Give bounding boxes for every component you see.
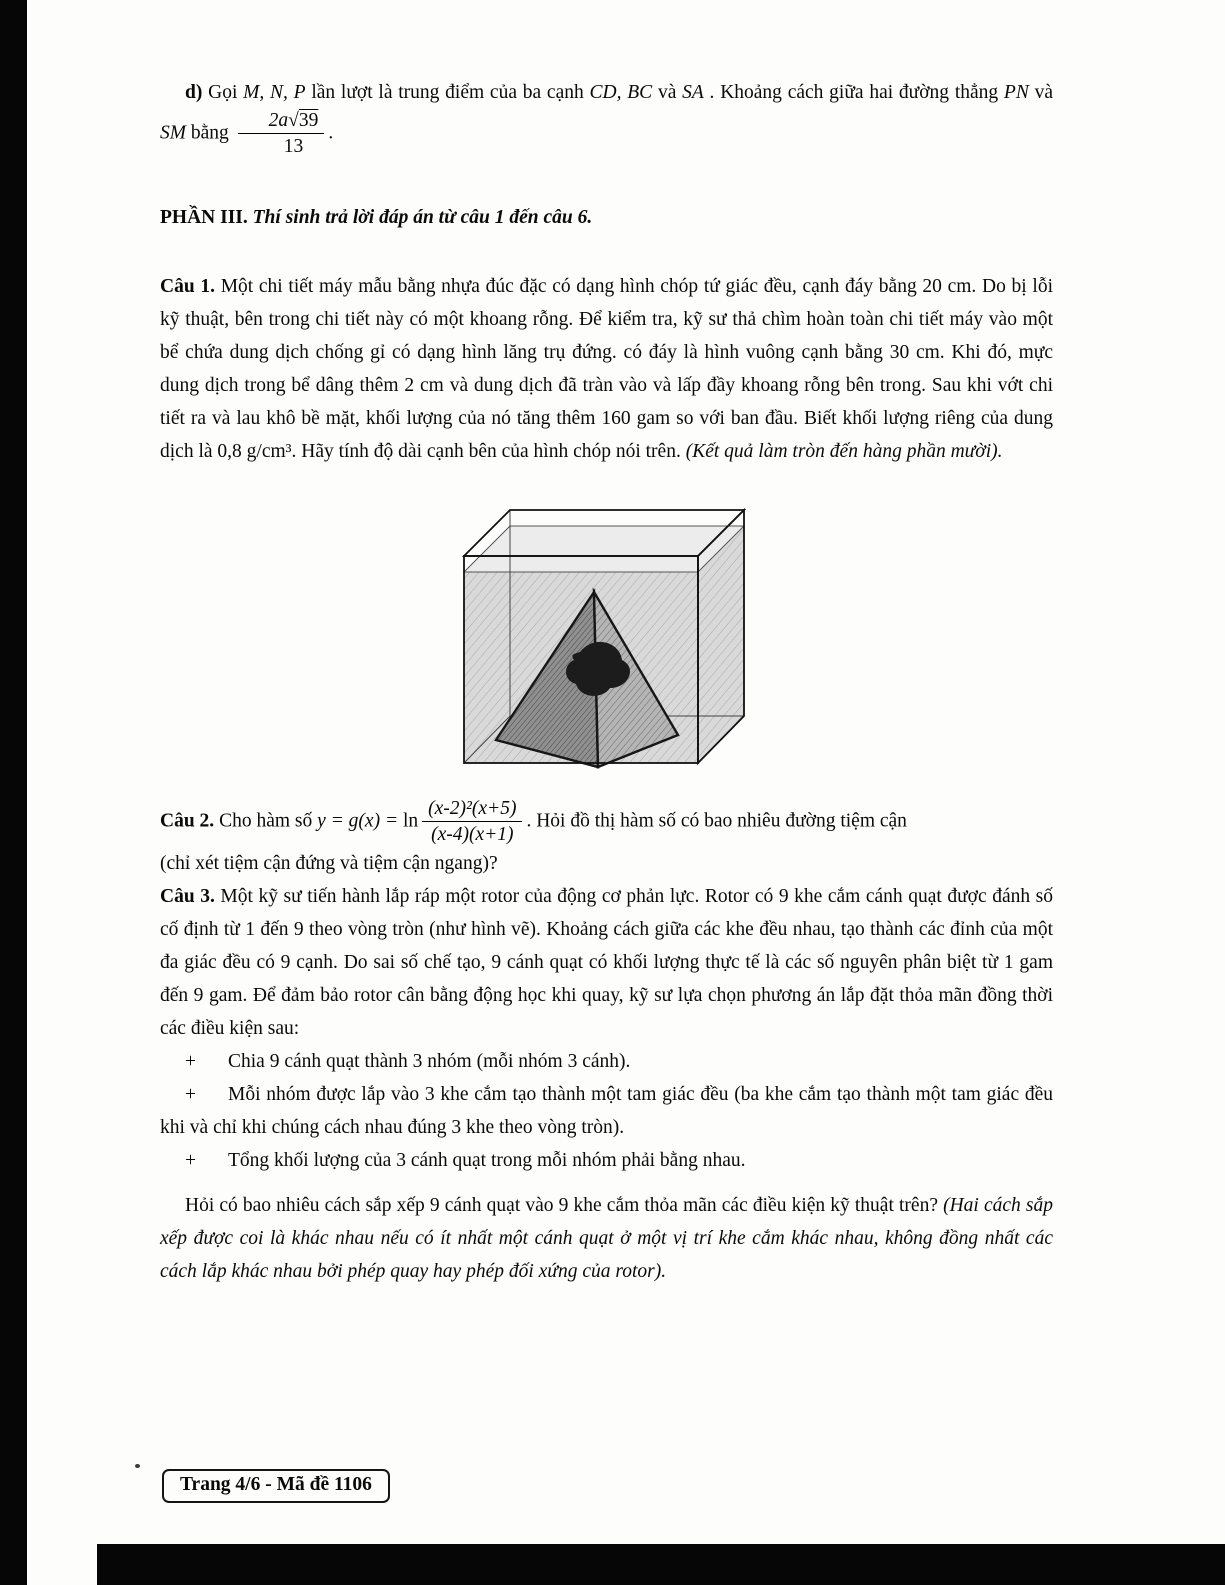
tank-pyramid-illustration [452,484,762,784]
scan-artifact-left-bar [0,0,27,1585]
cau3-closing-note: (Hai cách sắp xếp được coi là khác nhau nếu có ít nhất một cánh quạt ở một vị trí khe cắm khác nhau, không đồng nhất các cách lắp khác nhau bởi phép quay hay phép đối xứng của rotor). [160,1194,1053,1282]
cau3-label: Câu 3. [160,885,215,907]
item-d-paragraph [160,76,1053,159]
cau3-paragraph [160,880,1053,1045]
tank-pyramid-figure [452,484,762,789]
item-d-text-2: lần lượt là trung điểm của ba cạnh [305,82,590,103]
cau3-bullet-2 [160,1078,1053,1144]
bullet-1-text: Chia 9 cánh quạt thành 3 nhóm (mỗi nhóm 3 cánh). [228,1050,631,1072]
fraction-coefficient: 2a [268,110,289,131]
item-d-text-3: và [652,82,683,103]
plus-bullet-marker: + [185,1050,196,1072]
cau1-rounding-note: (Kết quả làm tròn đến hàng phần mười). [685,440,1003,462]
cau1-body: Một chi tiết máy mẫu bằng nhựa đúc đặc có dạng hình chóp tứ giác đều, cạnh đáy bằng 20 cm. Do bị lỗi kỹ thuật, bên trong chi tiết này có một khoang rỗng. Để kiểm tra, kỹ sư thả chìm hoàn toàn chi tiết máy vào một bể chứa dung dịch chống gỉ có dạng hình lăng trụ đứng. có đáy là hình vuông cạnh bằng 30 cm. Khi đó, mực dung dịch trong bể dâng thêm 2 cm và dung dịch đã tràn vào và lấp đầy khoang rỗng bên trong. Sau khi vớt chi tiết ra và lau khô bề mặt, khối lượng của nó tăng thêm 160 gam so với ban đầu. Biết khối lượng riêng của dung dịch là 0,8 g/cm³. Hãy tính độ dài cạnh bên của hình chóp nói trên. [160,275,1053,462]
sqrt-sign: √ [288,110,299,131]
cau1-label: Câu 1. [160,275,215,297]
bullet-3-text: Tổng khối lượng của 3 cánh quạt trong mỗi nhóm phải bằng nhau. [228,1149,746,1171]
cau3-bullet-3 [160,1144,1053,1177]
fraction-denominator: 13 [283,136,304,158]
item-d-label: d) [185,82,203,103]
item-d-text-7: . [328,122,334,144]
part3-label: PHẦN III. [160,206,248,228]
item-d-text-1: Gọi [202,82,244,103]
log-argument-fraction [422,797,522,847]
bullet-2-text: Mỗi nhóm được lắp vào 3 khe cắm tạo thành một tam giác đều (ba khe cắm tạo thành một tam giác đều khi và chỉ khi chúng cách nhau đúng 3 khe theo vòng tròn). [160,1083,1053,1138]
math-sa: SA [682,82,704,103]
cau2-text-2: . Hỏi đồ thị hàm số có bao nhiêu đường tiệm cận [526,810,907,832]
plus-bullet-marker: + [185,1149,196,1171]
math-sm: SM [160,122,186,144]
math-mnp: M, N, P [243,82,306,103]
cau3-closing-question: Hỏi có bao nhiêu cách sắp xếp 9 cánh quạt vào 9 khe cắm thỏa mãn các điều kiện kỹ thuật trên? [185,1194,944,1216]
math-function-lhs: y = g(x) = [317,810,403,832]
cau2-paragraph [160,797,1053,847]
cau2-label: Câu 2. [160,810,215,832]
part3-heading [160,201,1053,234]
cau2-line2 [160,847,1053,880]
part3-title: Thí sinh trả lời đáp án từ câu 1 đến câu 6. [247,206,593,228]
item-d-text-4: . Khoảng cách giữa hai đường thẳng [703,82,1004,103]
liquid-surface [464,526,744,572]
fraction-numerator: (x-2)²(x+5) [422,797,522,822]
fraction-denominator: (x-4)(x+1) [431,824,514,846]
cau3-bullet-1 [160,1045,1053,1078]
math-ln-operator: ln [402,810,419,832]
scan-speck [135,1464,140,1468]
page-content [160,76,1053,1288]
math-pn: PN [1003,82,1029,103]
cau1-paragraph [160,270,1053,468]
fraction-numerator [238,109,325,134]
cau3-closing-paragraph [160,1189,1053,1288]
math-cdbc: CD, BC [589,82,653,103]
plus-bullet-marker: + [185,1083,196,1105]
scan-artifact-bottom-bar [97,1544,1225,1585]
cau2-clarification: (chỉ xét tiệm cận đứng và tiệm cận ngang)? [160,852,498,874]
page-footer-box [162,1469,390,1503]
page-footer-label: Trang 4/6 - Mã đề 1106 [180,1474,372,1495]
item-d-text-5: và [1028,82,1053,103]
cau3-body: Một kỹ sư tiến hành lắp ráp một rotor của động cơ phản lực. Rotor có 9 khe cắm cánh quạt được đánh số cố định từ 1 đến 9 theo vòng tròn (như hình vẽ). Khoảng cách giữa các khe đều nhau, tạo thành các đỉnh của một đa giác đều có 9 cạnh. Do sai số chế tạo, 9 cánh quạt có khối lượng thực tế là các số nguyên phân biệt từ 1 gam đến 9 gam. Để đảm bảo rotor cân bằng động học khi quay, kỹ sư lựa chọn phương án lắp đặt thỏa mãn đồng thời các điều kiện sau: [160,885,1053,1039]
item-d-text-6: bằng [186,122,234,144]
cau2-text-1: Cho hàm số [214,810,318,832]
sqrt-radicand: 39 [298,110,319,131]
fraction-2a-sqrt39-over-13 [238,109,325,159]
